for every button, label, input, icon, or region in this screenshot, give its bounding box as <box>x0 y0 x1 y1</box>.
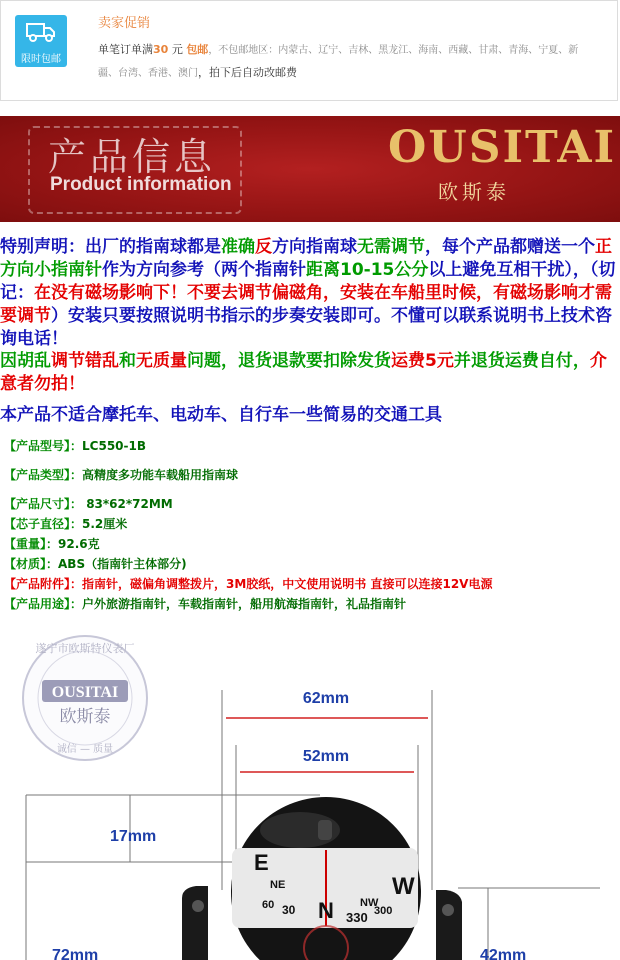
spec-value: 指南针，磁偏角调整拨片，3M胶纸，中文使用说明书 直接可以连接12V电源 <box>82 577 493 591</box>
spec-label: 【材质】： <box>4 557 59 571</box>
statement-text: 方向指南球 <box>272 237 357 257</box>
compass-n: N <box>318 898 334 923</box>
delivery-truck-icon <box>15 15 67 67</box>
brand-name-cn: 欧斯泰 <box>438 180 510 204</box>
policy-mind: 介意者勿拍！ <box>0 351 607 394</box>
promo-amount: 30 <box>153 43 169 56</box>
compass-ne: NE <box>270 879 286 891</box>
promotion-box <box>0 0 618 101</box>
dimension-62mm: 62mm <box>302 690 350 707</box>
statement-reverse: 反 <box>255 237 272 257</box>
dimension-72mm: 72mm <box>52 947 99 960</box>
spec-value: 83*62*72MM <box>82 497 173 511</box>
stamp-ring-text: 遂宁市欧斯特仪表厂 <box>35 642 135 655</box>
promo-title: 卖家促销 <box>98 16 151 31</box>
compass-60: 60 <box>262 899 275 911</box>
statement-no-adjust: 无需调节 <box>357 237 425 257</box>
banner-title-en: Product information <box>50 174 232 195</box>
spec-label: 【产品型号】： <box>4 439 83 453</box>
dimension-17mm: 17mm <box>110 828 157 845</box>
spec-label: 【产品类型】： <box>4 468 83 482</box>
compass-30: 30 <box>282 903 296 917</box>
spec-material <box>4 555 187 572</box>
spec-label: 【产品尺寸】： <box>4 497 83 511</box>
stamp-brand-cn: 欧斯泰 <box>59 707 111 727</box>
statement-text: 作为方向参考（两个指南针 <box>102 260 306 280</box>
spec-value: ABS（指南针主体部分) <box>58 557 187 571</box>
statement-text: ）安装只要按照说明书指示的步奏安装即可。不懂可以联系说明书上技术咨询电话！ <box>0 306 612 349</box>
statement-text: 以上避免互相干扰），（切记： <box>0 260 616 303</box>
brand-logo: OUSITAI <box>388 122 617 173</box>
dimension-42mm: 42mm <box>480 947 527 960</box>
spec-weight <box>4 535 100 552</box>
stamp-motto: 诚信 — 质量 <box>56 744 114 755</box>
statement-warning: 在没有磁场影响下！不要去调节偏磁角，安装在车船里时候，有磁场影响才需要调节 <box>0 283 612 326</box>
statement-small-compass: 方向小指南针 <box>0 260 102 280</box>
spec-type <box>4 466 238 483</box>
promo-suffix: ，拍下后自动改邮费 <box>198 66 297 79</box>
special-statement <box>0 236 620 351</box>
spec-value: 户外旅游指南针，车载指南针，船用航海指南针，礼品指南针 <box>82 597 407 611</box>
excluded-regions: ，不包邮地区：内蒙古、辽宁、吉林、黑龙江、海南、西藏、甘肃、青海、宁夏、新疆、台湾、香港、澳门 <box>98 45 579 79</box>
statement-text: ，每个产品都赠送一个 <box>425 237 595 257</box>
spec-usage <box>4 595 406 612</box>
policy-text: 因胡乱 <box>0 351 51 371</box>
spec-label: 【产品附件】： <box>4 577 83 591</box>
product-dimension-photo <box>0 630 620 960</box>
spec-core-diameter <box>4 515 127 532</box>
compass-w: W <box>392 873 415 900</box>
promo-icon-label: 限时包邮 <box>21 54 61 65</box>
spec-value: LC550-1B <box>82 439 146 453</box>
promo-text <box>98 39 596 85</box>
policy-fee: 运费5元 <box>391 351 454 371</box>
stamp-brand: OUSITAI <box>51 684 119 701</box>
policy-text: 问题，退货退款要扣除发货 <box>187 351 391 371</box>
free-shipping-label: 包邮 <box>186 43 209 56</box>
promo-unit: 元 <box>171 43 183 56</box>
banner-title-cn: 产品信息 <box>48 135 217 179</box>
statement-forward: 正 <box>595 237 612 257</box>
policy-no-quality: 无质量 <box>136 351 187 371</box>
compass-nw: NW <box>360 897 379 909</box>
vehicle-notice: 本产品不适合摩托车、电动车、自行车一些简易的交通工具 <box>0 405 442 425</box>
brand-stamp <box>23 636 147 760</box>
compass-300: 300 <box>374 905 393 917</box>
policy-text: 和 <box>119 351 136 371</box>
spec-value: 92.6克 <box>58 537 100 551</box>
statement-accurate: 准确 <box>221 237 255 257</box>
spec-label: 【芯子直径】： <box>4 517 83 531</box>
compass-e: E <box>254 850 269 875</box>
policy-misadjust: 调节错乱 <box>51 351 119 371</box>
compass-ball <box>182 797 462 960</box>
compass-330: 330 <box>346 910 368 925</box>
statement-distance: 距离10-15公分 <box>306 260 429 280</box>
policy-text: 并退货运费自付， <box>453 351 590 371</box>
spec-label: 【重量】： <box>4 537 59 551</box>
spec-model <box>4 437 146 454</box>
promo-prefix: 单笔订单满 <box>98 43 153 56</box>
product-info-banner <box>0 116 620 222</box>
spec-value: 高精度多功能车载船用指南球 <box>82 468 239 482</box>
spec-accessories <box>4 575 492 592</box>
return-policy <box>0 350 620 396</box>
dimension-52mm: 52mm <box>302 748 350 765</box>
spec-value: 5.2厘米 <box>82 517 128 531</box>
spec-label: 【产品用途】： <box>4 597 83 611</box>
statement-text: 特别声明：出厂的指南球都是 <box>0 237 221 257</box>
spec-size <box>4 495 173 512</box>
